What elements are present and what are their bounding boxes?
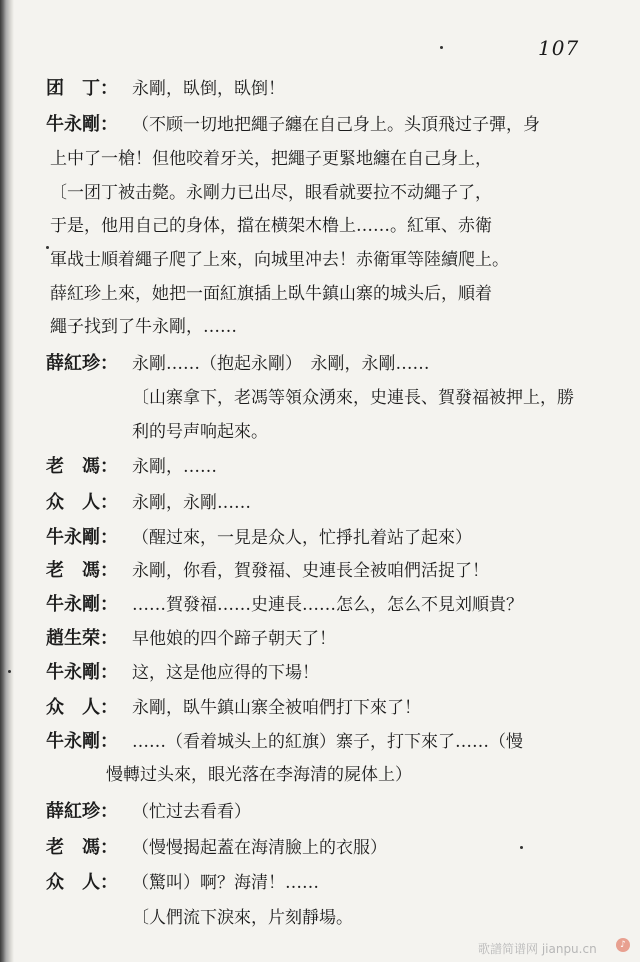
- script-line: [0, 276, 640, 312]
- line-text: 慢轉过头來，眼光落在李海清的屍体上）: [106, 765, 412, 785]
- script-line: [0, 587, 640, 623]
- speaker-label: 牛永剛：: [46, 731, 118, 752]
- script-line: [0, 141, 640, 177]
- line-text: 永剛，永剛……: [132, 493, 251, 513]
- speaker-label: 牛永剛：: [46, 594, 118, 615]
- line-text: 〔一团丁被击斃。永剛力已出尽，眼看就要拉不动繩子了，: [50, 183, 492, 203]
- speaker-label: 老 馮：: [46, 837, 118, 858]
- speaker-label: 众 人：: [46, 697, 118, 718]
- line-text: 利的号声响起來。: [132, 422, 268, 442]
- line-text: ……（看着城头上的紅旗）寨子，打下來了……（慢: [132, 732, 523, 752]
- script-line: [0, 449, 640, 485]
- watermark-logo-icon: ♪: [616, 938, 630, 952]
- script-line: [0, 724, 640, 760]
- line-text: 薛紅珍上來，她把一面紅旗插上臥牛鎮山寨的城头后，順着: [50, 284, 492, 304]
- line-text: 早他娘的四个蹄子朝天了！: [132, 629, 336, 649]
- script-line: [0, 900, 640, 936]
- line-text: 永剛，臥倒，臥倒！: [132, 79, 285, 99]
- line-text: 永剛，……: [132, 457, 217, 477]
- script-line: [0, 794, 640, 830]
- speaker-label: 老 馮：: [46, 456, 118, 477]
- script-line: [0, 71, 640, 107]
- script-line: [0, 520, 640, 556]
- speaker-label: 牛永剛：: [46, 662, 118, 683]
- speaker-label: 牛永剛：: [46, 527, 118, 548]
- line-text: 永剛，你看，賀發福、史連長全被咱們活捉了！: [132, 561, 489, 581]
- script-line: [0, 346, 640, 382]
- script-line: [0, 553, 640, 589]
- line-text: 〔人們流下淚來，片刻靜場。: [132, 908, 353, 928]
- line-text: （驚叫）啊？海清！……: [132, 873, 319, 893]
- line-text: （醒过來，一見是众人，忙掙扎着站了起來）: [132, 528, 472, 548]
- script-line: [0, 621, 640, 657]
- speaker-label: 众 人：: [46, 492, 118, 513]
- script-line: [0, 485, 640, 521]
- script-line: [0, 107, 640, 143]
- line-text: （慢慢揭起蓋在海清臉上的衣服）: [132, 838, 387, 858]
- line-text: 这，这是他应得的下場！: [132, 663, 319, 683]
- script-line: [0, 690, 640, 726]
- speaker-label: 趙生荣：: [46, 628, 118, 649]
- line-text: ……賀發福……史連長……怎么，怎么不見刘順貴？: [132, 595, 523, 615]
- speaker-label: 老 馮：: [46, 560, 118, 581]
- site-watermark: 歌譜简谱网 jianpu.cn: [478, 942, 597, 956]
- script-line: [0, 208, 640, 244]
- print-speck: [440, 46, 443, 49]
- speaker-label: 薛紅珍：: [46, 801, 118, 822]
- script-line: [0, 242, 640, 278]
- speaker-label: 团 丁：: [46, 78, 118, 99]
- line-text: 軍战士順着繩子爬了上來，向城里冲去！赤衛軍等陸續爬上。: [50, 250, 509, 270]
- line-text: 于是，他用自己的身体，擋在横架木橹上……。紅軍、赤衛: [50, 216, 492, 236]
- line-text: 〔山寨拿下，老馮等領众湧來，史連長、賀發福被押上，勝: [132, 388, 574, 408]
- speaker-label: 众 人：: [46, 872, 118, 893]
- speaker-label: 薛紅珍：: [46, 353, 118, 374]
- line-text: 永剛……（抱起永剛） 永剛，永剛……: [132, 354, 430, 374]
- line-text: 上中了一槍！但他咬着牙关，把繩子更緊地纏在自己身上，: [50, 149, 492, 169]
- speaker-label: 牛永剛：: [46, 114, 118, 135]
- script-line: [0, 380, 640, 416]
- page-number: 107: [538, 36, 580, 60]
- script-line: [0, 655, 640, 691]
- line-text: （不顾一切地把繩子纏在自己身上。头頂飛过子彈，身: [132, 115, 540, 135]
- script-line: [0, 309, 640, 345]
- script-line: [0, 757, 640, 793]
- line-text: 繩子找到了牛永剛，……: [50, 317, 237, 337]
- script-line: [0, 414, 640, 450]
- script-line: [0, 865, 640, 901]
- line-text: 永剛，臥牛鎮山寨全被咱們打下來了！: [132, 698, 421, 718]
- line-text: （忙过去看看）: [132, 802, 251, 822]
- script-line: [0, 175, 640, 211]
- script-line: [0, 830, 640, 866]
